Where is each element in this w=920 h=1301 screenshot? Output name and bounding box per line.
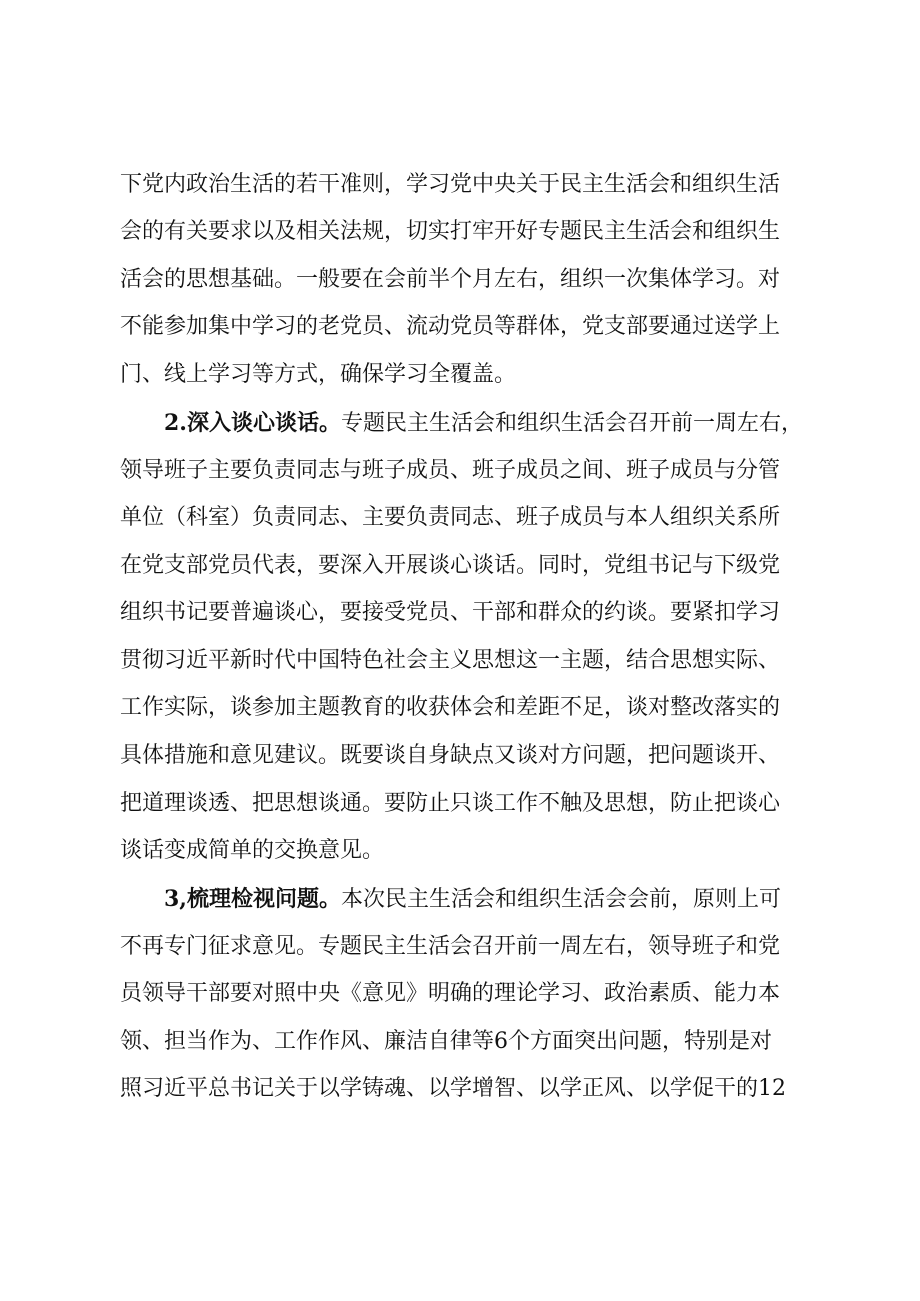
text-line: [120, 503, 820, 533]
text-line: [120, 646, 820, 676]
line-text: 照习近平总书记关于以学铸魂、以学增智、以学正风、以学促干的12: [120, 1076, 786, 1101]
text-line: [120, 1074, 820, 1104]
line-text: 把道理谈透、把思想谈通。要防止只谈工作不触及思想，防止把谈心: [120, 791, 781, 816]
text-line: [120, 360, 820, 390]
line-text: 不再专门征求意见。专题民主生活会召开前一周左右，领导班子和党: [120, 934, 781, 959]
text-line: [120, 312, 820, 342]
line-text: 谈话变成简单的交换意见。: [120, 838, 385, 863]
line-text: 贯彻习近平新时代中国特色社会主义思想这一主题，结合思想实际、: [120, 648, 781, 673]
text-line: [120, 693, 820, 723]
line-text: 单位（科室）负责同志、主要负责同志、班子成员与本人组织关系所: [120, 505, 781, 530]
line-text: 活会的思想基础。一般要在会前半个月左右，组织一次集体学习。对: [120, 267, 781, 292]
line-text: 本次民主生活会和组织生活会会前，原则上可: [340, 887, 781, 912]
paragraph-3-first-line: [164, 884, 820, 915]
text-line: [120, 789, 820, 819]
line-text: 下党内政治生活的若干准则，学习党中央关于民主生活会和组织生活: [120, 172, 781, 197]
text-line: [120, 741, 820, 771]
paragraph-2-first-line: [164, 408, 820, 439]
line-text: 专题民主生活会和组织生活会召开前一周左右，: [340, 411, 803, 436]
line-text: 在党支部党员代表，要深入开展谈心谈话。同时，党组书记与下级党: [120, 553, 781, 578]
text-line: [120, 217, 820, 247]
line-text: 员领导干部要对照中央《意见》明确的理论学习、政治素质、能力本: [120, 981, 781, 1006]
text-line: [120, 598, 820, 628]
text-line: [120, 551, 820, 581]
line-text: 不能参加集中学习的老党员、流动党员等群体，党支部要通过送学上: [120, 314, 781, 339]
text-line: [120, 170, 820, 200]
line-text: 门、线上学习等方式，确保学习全覆盖。: [120, 362, 517, 387]
line-text: 具体措施和意见建议。既要谈自身缺点又谈对方问题，把问题谈开、: [120, 743, 781, 768]
line-text: 工作实际，谈参加主题教育的收获体会和差距不足，谈对整改落实的: [120, 695, 781, 720]
heading-2-title: 2.深入谈心谈话。: [164, 410, 341, 436]
text-line: [120, 979, 820, 1009]
text-line: [120, 932, 820, 962]
text-line: [120, 265, 820, 295]
line-text: 会的有关要求以及相关法规，切实打牢开好专题民主生活会和组织生: [120, 219, 781, 244]
line-text: 领、担当作为、工作作风、廉洁自律等6个方面突出问题，特别是对: [120, 1029, 772, 1054]
line-text: 组织书记要普遍谈心，要接受党员、干部和群众的约谈。要紧扣学习: [120, 600, 781, 625]
heading-3-title: 3,梳理检视问题。: [164, 886, 341, 912]
text-line: [120, 836, 820, 866]
text-line: [120, 1027, 820, 1057]
text-line: [120, 456, 820, 486]
line-text: 领导班子主要负责同志与班子成员、班子成员之间、班子成员与分管: [120, 458, 781, 483]
